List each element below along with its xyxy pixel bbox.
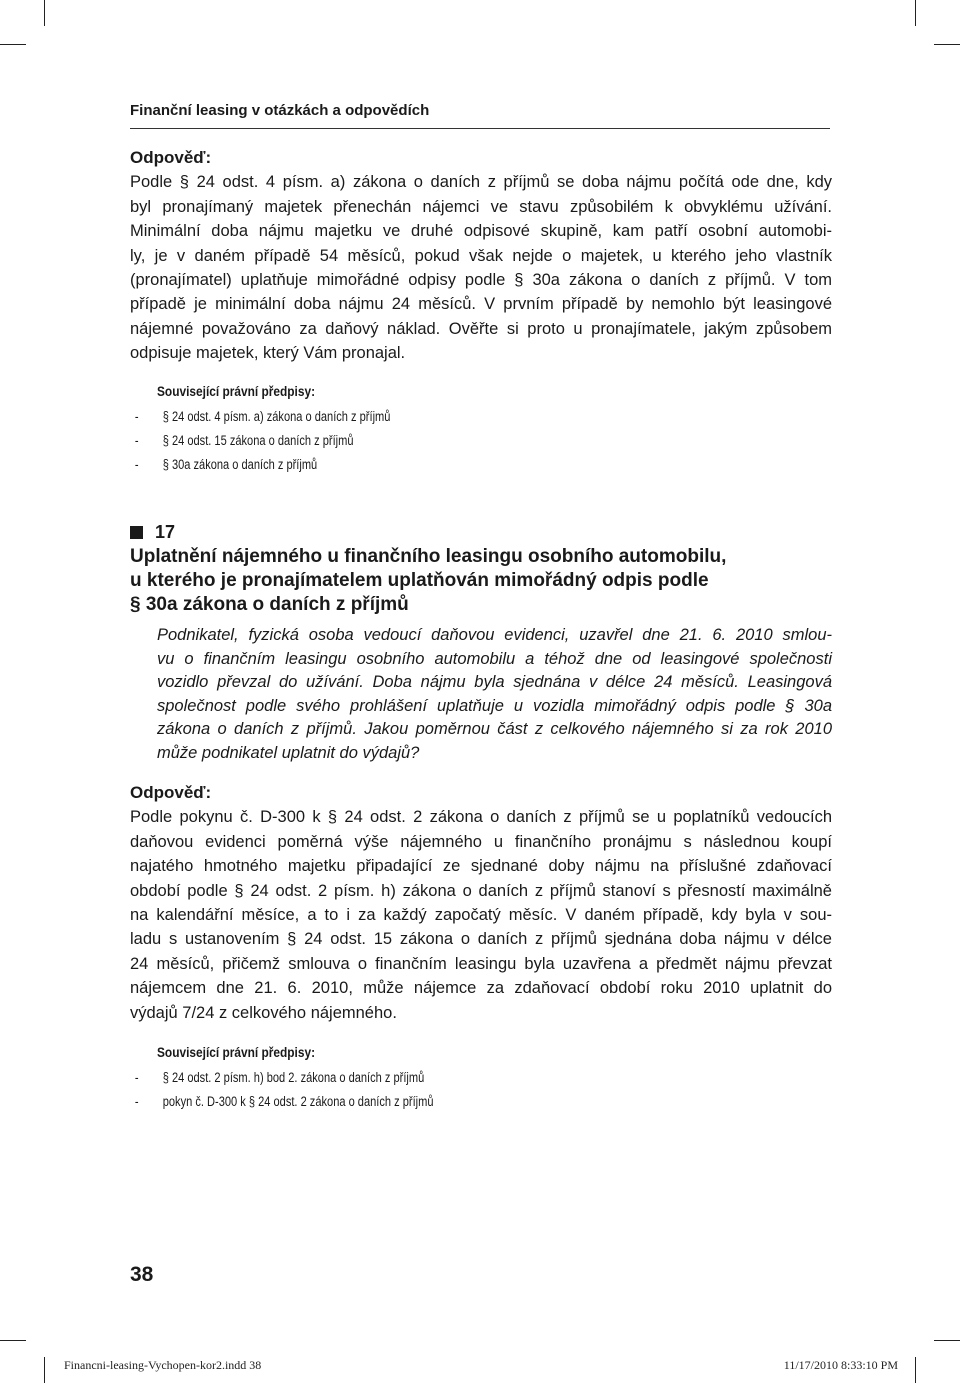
answer-line: výdajů 7/24 z celkového nájemného. [130,1003,397,1022]
answer-line: období podle § 24 odst. 2 písm. h) zákona o daních z příjmů stanoví s přesností maximálně [130,881,832,900]
related-law-item: - § 30a zákona o daních z příjmů [134,457,318,472]
answer-line: 24 měsíců, přičemž smlouva o finančním leasingu byla uzavřena a předmět nájmu převzat [130,954,832,973]
question-title: Uplatnění nájemného u finančního leasingu osobního automobilu, u kterého je pronajímatelem uplatňován mimořádný odpis podle § 30a zákona o daních z příjmů [130,546,727,615]
related-law-item: - § 24 odst. 2 písm. h) bod 2. zákona o daních z příjmů [134,1070,425,1085]
answer-line: případě je minimální doba nájmu 24 měsíců. V prvním případě by nemohlo být leasingové [130,295,832,314]
footer-timestamp: 11/17/2010 8:33:10 PM [783,1358,898,1372]
related-laws-1 [134,383,442,477]
answer-heading: Odpověď: [130,148,212,167]
crop-mark [934,44,960,45]
related-law-item: - pokyn č. D-300 k § 24 odst. 2 zákona o daních z příjmů [134,1094,434,1109]
answer-line: nájemcem dne 21. 6. 2010, může nájemce za zdaňovací období roku 2010 uplatnit do [130,979,832,998]
page-number: 38 [130,1263,154,1286]
answer-block-2 [130,781,832,1025]
answer-line: Podle pokynu č. D-300 k § 24 odst. 2 zákona o daních z příjmů se u poplatníků vedoucích [130,808,832,827]
answer-line: na kalendářní měsíce, a to i za každý započatý měsíc. V daném případě, kdy byla v sou- [130,906,832,925]
answer-line: byl pronajímaný majetek přenechán nájemci ve stavu způsobilém k obvyklému užívání. [130,197,832,216]
answer-line: Podle § 24 odst. 4 písm. a) zákona o daních z příjmů se doba nájmu počítá ode dne, kdy [130,173,832,192]
related-laws-2 [134,1044,494,1114]
crop-mark [915,0,916,26]
crop-mark [0,1340,26,1341]
crop-mark [44,1357,45,1383]
header-rule [130,128,830,129]
crop-mark [0,44,26,45]
answer-heading: Odpověď: [130,783,212,802]
crop-mark [915,1357,916,1383]
footer-file-name: Financni-leasing-Vychopen-kor2.indd 38 [64,1358,262,1372]
crop-mark [44,0,45,26]
question-text: Podnikatel, fyzická osoba vedoucí daňovou evidenci, uzavřel dne 21. 6. 2010 smlou- vu o finančním leasingu osobního automobilu a téhož dne od leasingové společnosti vozidlo převzal do užívání. Doba nájmu byla sjednána v délce 24 měsíců. Leasingová společnost podle svého prohlášení uplatňuje u vozidla mimořádný odpis podle § 30a zákona o daních z příjmů. Jakou poměrnou část z celkového nájemného si za rok 2010 může podnikatel uplatnit do výdajů? [157,626,832,762]
answer-line: daňovou evidenci poměrná výše nájemného u finančního pronájmu s následnou koupí [130,832,832,851]
answer-line: nájemné považováno za daňový náklad. Ověřte si proto u pronajímatele, jakým způsobem [130,319,832,338]
answer-block-1 [130,146,832,366]
running-header-title: Finanční leasing v otázkách a odpovědích [130,102,430,119]
related-law-item: - § 24 odst. 15 zákona o daních z příjmů [134,433,354,448]
answer-line: (pronajímatel) uplatňuje mimořádné odpisy podle § 30a zákona o daních z příjmů. V tom [130,271,832,290]
square-bullet-icon [130,526,143,539]
answer-line: ly, je v daném případě 54 měsíců, pokud však nejde o majetek, u kterého jeho vlastník [130,246,832,265]
answer-line: Minimální doba nájmu majetku ve druhé odpisové skupině, kam patří osobní automobi- [130,222,832,241]
related-laws-title: Související právní předpisy: [157,1044,316,1060]
related-law-item: - § 24 odst. 4 písm. a) zákona o daních z příjmů [134,409,391,424]
crop-mark [934,1340,960,1341]
answer-line: odpisuje majetek, který Vám pronajal. [130,344,406,363]
related-laws-title: Související právní předpisy: [157,383,316,399]
answer-line: ladu s ustanovením § 24 odst. 15 zákona o daních z příjmů sjednána doba nájmu v délce [130,930,832,949]
question-number: 17 [130,522,175,543]
answer-line: najatého hmotného majetku připadající ze sjednané doby nájmu na příslušné zdaňovací [130,857,832,876]
